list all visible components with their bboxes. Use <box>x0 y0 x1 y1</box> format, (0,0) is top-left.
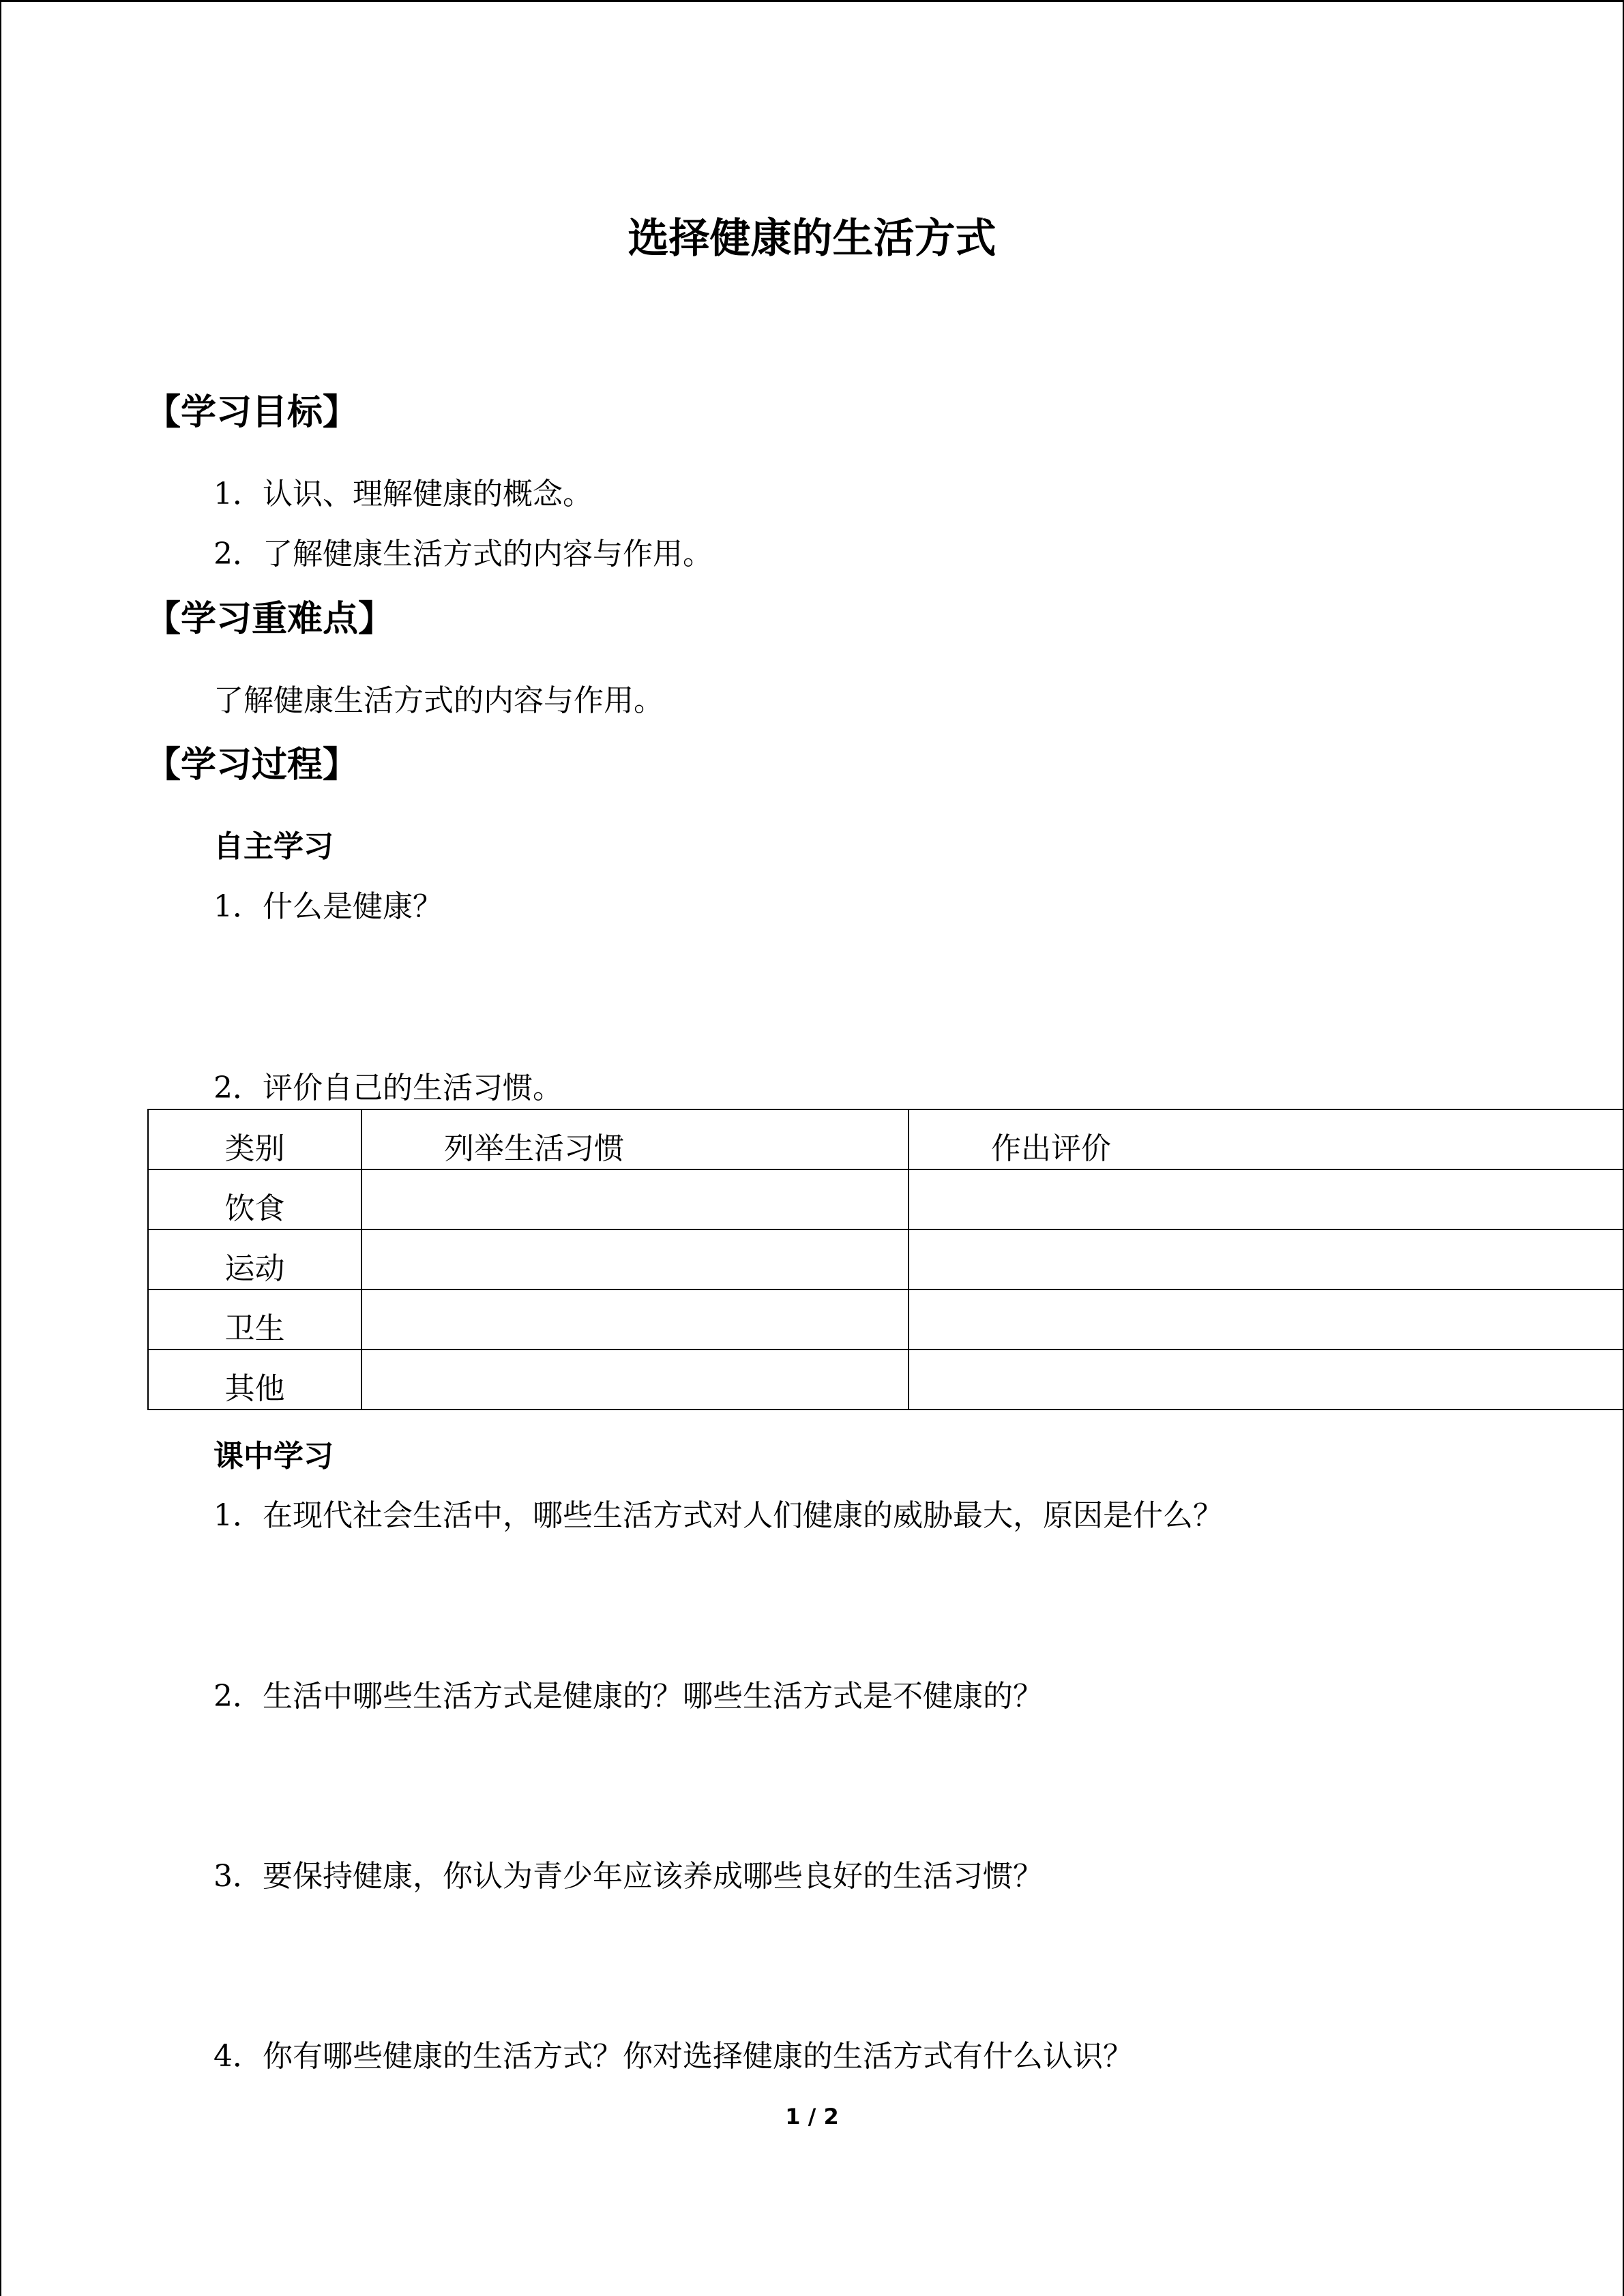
goal-item-1: 1．认识、理解健康的概念。 <box>213 477 593 511</box>
habit-cell[interactable] <box>361 1169 909 1229</box>
row-category-hygiene: 卫生 <box>148 1289 361 1350</box>
evaluation-cell[interactable] <box>909 1169 1624 1229</box>
table-header-row <box>148 1109 1624 1169</box>
document-title: 选择健康的生活方式 <box>628 215 996 263</box>
self-study-heading: 自主学习 <box>213 829 334 864</box>
evaluation-cell[interactable] <box>909 1229 1624 1289</box>
self-study-question-2: 2．评价自己的生活习惯。 <box>213 1071 563 1105</box>
row-category-other: 其他 <box>148 1350 361 1410</box>
habit-cell[interactable] <box>361 1289 909 1350</box>
process-heading: 【学习过程】 <box>145 744 359 786</box>
self-study-question-1: 1．什么是健康？ <box>213 889 443 924</box>
class-question-3: 3．要保持健康，你认为青少年应该养成哪些良好的生活习惯？ <box>213 1859 1043 1894</box>
class-question-2: 2．生活中哪些生活方式是健康的？哪些生活方式是不健康的？ <box>213 1679 1043 1714</box>
table-row <box>148 1229 1624 1289</box>
goals-heading: 【学习目标】 <box>145 391 359 433</box>
class-study-heading: 课中学习 <box>213 1439 334 1474</box>
evaluation-cell[interactable] <box>909 1289 1624 1350</box>
table-row <box>148 1350 1624 1410</box>
habit-cell[interactable] <box>361 1350 909 1410</box>
evaluation-cell[interactable] <box>909 1350 1624 1410</box>
key-points-heading: 【学习重难点】 <box>145 598 394 640</box>
table-row <box>148 1169 1624 1229</box>
class-question-4: 4．你有哪些健康的生活方式？你对选择健康的生活方式有什么认识？ <box>213 2039 1133 2074</box>
goal-item-2: 2．了解健康生活方式的内容与作用。 <box>213 537 713 571</box>
class-question-1: 1．在现代社会生活中，哪些生活方式对人们健康的威胁最大，原因是什么？ <box>213 1498 1223 1533</box>
key-points-text: 了解健康生活方式的内容与作用。 <box>213 683 664 718</box>
habit-evaluation-table <box>147 1109 1624 1410</box>
page-number: 1 / 2 <box>785 2104 839 2130</box>
header-evaluation: 作出评价 <box>909 1109 1624 1169</box>
habit-cell[interactable] <box>361 1229 909 1289</box>
header-habits: 列举生活习惯 <box>361 1109 909 1169</box>
row-category-exercise: 运动 <box>148 1229 361 1289</box>
header-category: 类别 <box>148 1109 361 1169</box>
row-category-diet: 饮食 <box>148 1169 361 1229</box>
table-row <box>148 1289 1624 1350</box>
